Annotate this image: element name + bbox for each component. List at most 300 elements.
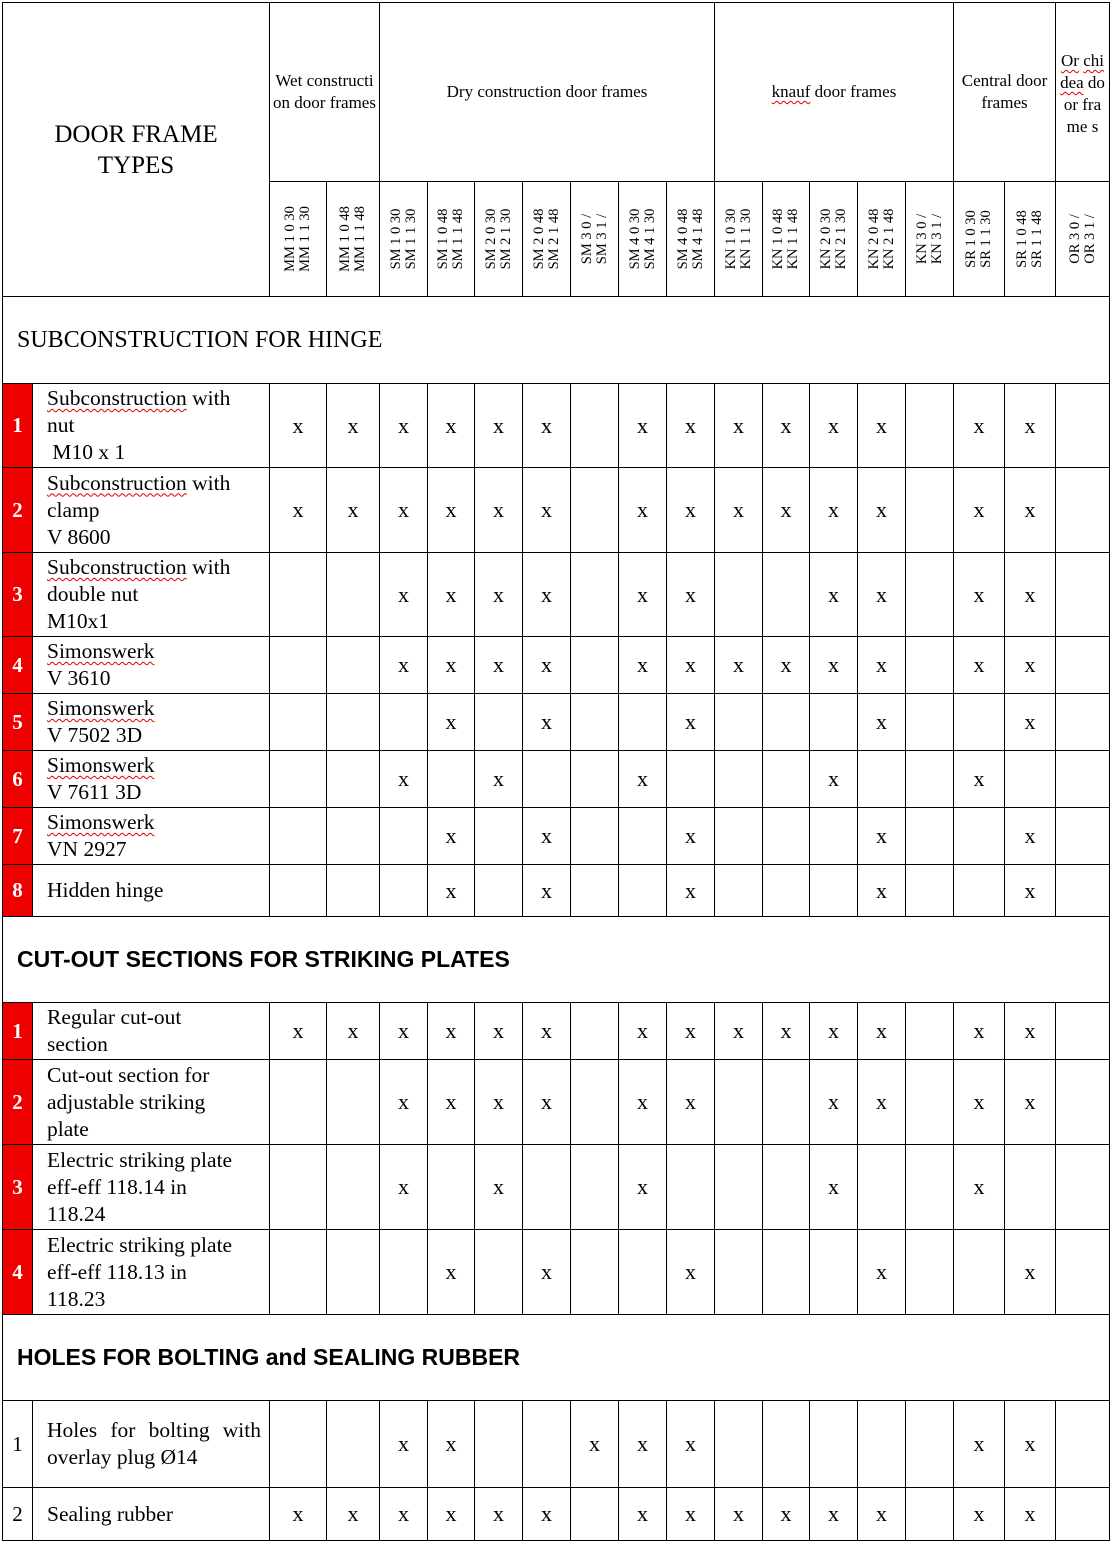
- x-mark: x: [714, 1487, 763, 1541]
- row-number: 6: [2, 750, 33, 808]
- x-mark: x: [1004, 864, 1056, 917]
- mark-cell: [714, 864, 763, 917]
- x-mark: x: [1004, 693, 1056, 751]
- x-mark: x: [618, 1144, 667, 1230]
- x-mark: x: [857, 807, 906, 865]
- mark-cell: [269, 552, 327, 637]
- row-number: 7: [2, 807, 33, 865]
- mark-cell: [905, 1059, 954, 1145]
- column-code-line: SM 3 1 /: [593, 213, 610, 265]
- x-mark: x: [474, 1487, 523, 1541]
- mark-cell: [570, 1229, 619, 1315]
- mark-cell: [953, 864, 1005, 917]
- x-mark: x: [379, 1002, 428, 1060]
- mark-cell: [1055, 1229, 1110, 1315]
- column-code-line: KN 3 1 /: [928, 213, 945, 265]
- mark-cell: [427, 1144, 475, 1230]
- mark-cell: [905, 1400, 954, 1488]
- row-label: [32, 383, 270, 468]
- x-mark: x: [379, 1400, 428, 1488]
- mark-cell: [905, 807, 954, 865]
- column-group-header: [1055, 2, 1110, 182]
- column-group-label: knauf door frames: [771, 82, 897, 101]
- column-code-line: SM 1 0 30: [387, 208, 404, 270]
- row-label-line: [47, 638, 155, 665]
- x-mark: x: [809, 383, 858, 468]
- column-code-label: [1015, 210, 1045, 268]
- x-mark: x: [326, 1002, 380, 1060]
- mark-cell: [269, 636, 327, 694]
- x-mark: x: [666, 693, 715, 751]
- column-code-header: [762, 181, 810, 297]
- x-mark: x: [953, 1059, 1005, 1145]
- x-mark: x: [762, 467, 810, 553]
- mark-cell: [570, 750, 619, 808]
- x-mark: x: [427, 1002, 475, 1060]
- column-code-line: SM 4 0 30: [626, 208, 643, 270]
- column-code-label: [964, 210, 994, 268]
- mark-cell: [618, 693, 667, 751]
- column-code-line: KN 1 0 48: [770, 208, 786, 270]
- column-code-line: SM 2 0 30: [482, 208, 499, 270]
- mark-cell: [905, 693, 954, 751]
- row-label-text: [47, 752, 155, 806]
- column-code-label: [532, 209, 562, 270]
- x-mark: x: [857, 693, 906, 751]
- mark-cell: [326, 552, 380, 637]
- row-label-line: section: [47, 1032, 108, 1056]
- x-mark: x: [427, 1400, 475, 1488]
- x-mark: x: [379, 552, 428, 637]
- x-mark: x: [522, 1059, 571, 1145]
- mark-cell: [1055, 1487, 1110, 1541]
- x-mark: x: [427, 1229, 475, 1315]
- x-mark: x: [953, 1144, 1005, 1230]
- spelling-underline: knauf: [771, 82, 811, 101]
- mark-cell: [379, 1229, 428, 1315]
- mark-cell: [379, 864, 428, 917]
- mark-cell: [1055, 864, 1110, 917]
- row-label-line: double nut: [47, 582, 139, 606]
- mark-cell: [326, 807, 380, 865]
- mark-cell: [666, 1144, 715, 1230]
- spelling-underline: Subconstruction: [47, 555, 187, 579]
- x-mark: x: [953, 750, 1005, 808]
- row-label: [32, 1487, 270, 1541]
- row-label-line: 118.23: [47, 1286, 106, 1311]
- mark-cell: [905, 467, 954, 553]
- mark-cell: [570, 1059, 619, 1145]
- x-mark: x: [1004, 807, 1056, 865]
- mark-cell: [618, 807, 667, 865]
- row-label-text: [47, 877, 163, 904]
- row-label-line: Electric striking plate: [47, 1232, 233, 1257]
- row-label-line: M10x1: [47, 609, 110, 633]
- row-label-text: [47, 1062, 209, 1143]
- column-code-label: [389, 209, 419, 270]
- row-label: [32, 1229, 270, 1315]
- mark-cell: [905, 552, 954, 637]
- x-mark: x: [809, 467, 858, 553]
- mark-cell: [570, 1144, 619, 1230]
- mark-cell: [1055, 383, 1110, 468]
- row-label-line: clamp: [47, 497, 100, 522]
- x-mark: x: [474, 383, 523, 468]
- mark-cell: [269, 1400, 327, 1488]
- column-code-header: [474, 181, 523, 297]
- mark-cell: [714, 552, 763, 637]
- x-mark: x: [1004, 1002, 1056, 1060]
- spelling-underline: Simonswerk: [47, 639, 155, 663]
- x-mark: x: [522, 807, 571, 865]
- column-group-header: [269, 2, 380, 182]
- column-group-header: [953, 2, 1056, 182]
- mark-cell: [857, 1400, 906, 1488]
- x-mark: x: [570, 1400, 619, 1488]
- column-code-line: KN 2 0 30: [817, 208, 834, 270]
- mark-cell: [809, 807, 858, 865]
- x-mark: x: [857, 864, 906, 917]
- x-mark: x: [1004, 467, 1056, 553]
- column-code-label: [1068, 214, 1098, 264]
- mark-cell: [474, 864, 523, 917]
- mark-cell: [714, 750, 763, 808]
- column-code-line: KN 3 0 /: [913, 213, 930, 265]
- spelling-underline: chi: [1083, 51, 1104, 70]
- x-mark: x: [427, 552, 475, 637]
- x-mark: x: [857, 383, 906, 468]
- mark-cell: [953, 1229, 1005, 1315]
- x-mark: x: [857, 1487, 906, 1541]
- mark-cell: [570, 552, 619, 637]
- mark-cell: [905, 636, 954, 694]
- mark-cell: [905, 1229, 954, 1315]
- mark-cell: [953, 693, 1005, 751]
- x-mark: x: [1004, 1400, 1056, 1488]
- x-mark: x: [522, 1229, 571, 1315]
- column-code-header: [326, 181, 380, 297]
- x-mark: x: [379, 383, 428, 468]
- mark-cell: [762, 552, 810, 637]
- row-label-line: 118.24: [47, 1201, 106, 1226]
- x-mark: x: [857, 552, 906, 637]
- column-code-line: SR 1 0 30: [963, 210, 979, 268]
- x-mark: x: [1004, 1059, 1056, 1145]
- x-mark: x: [809, 1059, 858, 1145]
- mark-cell: [474, 807, 523, 865]
- row-number: 4: [2, 1229, 33, 1315]
- mark-cell: [714, 807, 763, 865]
- section-heading: HOLES FOR BOLTING and SEALING RUBBER: [2, 1314, 1110, 1401]
- row-label-line: V 8600: [47, 524, 111, 549]
- mark-cell: [570, 1487, 619, 1541]
- row-label: [32, 1144, 270, 1230]
- mark-cell: [618, 1229, 667, 1315]
- row-label: [32, 750, 270, 808]
- mark-cell: [857, 750, 906, 808]
- x-mark: x: [857, 467, 906, 553]
- mark-cell: [326, 1229, 380, 1315]
- mark-cell: [809, 864, 858, 917]
- mark-cell: [326, 636, 380, 694]
- column-code-line: SM 3 0 /: [578, 213, 595, 265]
- x-mark: x: [522, 636, 571, 694]
- spelling-underline: Subconstruction: [47, 386, 187, 410]
- column-code-line: SM 1 1 48: [450, 208, 466, 270]
- x-mark: x: [522, 864, 571, 917]
- column-code-line: SM 1 1 30: [402, 208, 419, 270]
- section-heading: CUT-OUT SECTIONS FOR STRIKING PLATES: [2, 916, 1110, 1003]
- column-code-header: [666, 181, 715, 297]
- x-mark: x: [618, 750, 667, 808]
- column-code-line: MM 1 0 48: [337, 206, 353, 272]
- mark-cell: [570, 467, 619, 553]
- row-label-line: nut: [47, 413, 75, 437]
- mark-cell: [905, 864, 954, 917]
- x-mark: x: [474, 1002, 523, 1060]
- row-label-line: adjustable striking: [47, 1089, 206, 1114]
- row-label-line: [47, 752, 155, 779]
- mark-cell: [762, 1144, 810, 1230]
- x-mark: x: [666, 864, 715, 917]
- column-code-line: KN 2 0 48: [865, 208, 882, 270]
- mark-cell: [326, 1059, 380, 1145]
- column-code-line: SR 1 1 48: [1029, 210, 1045, 268]
- row-label: [32, 552, 270, 637]
- mark-cell: [326, 1144, 380, 1230]
- mark-cell: [1055, 1400, 1110, 1488]
- column-code-line: SM 2 1 30: [497, 208, 514, 270]
- x-mark: x: [762, 1487, 810, 1541]
- x-mark: x: [953, 552, 1005, 637]
- x-mark: x: [269, 467, 327, 553]
- column-code-line: KN 1 1 48: [785, 208, 801, 270]
- mark-cell: [905, 1002, 954, 1060]
- x-mark: x: [522, 383, 571, 468]
- x-mark: x: [522, 1487, 571, 1541]
- x-mark: x: [379, 1487, 428, 1541]
- x-mark: x: [269, 1002, 327, 1060]
- x-mark: x: [474, 750, 523, 808]
- mark-cell: [1055, 807, 1110, 865]
- spelling-underline: Subconstruction: [47, 470, 187, 495]
- column-code-line: KN 2 1 30: [832, 208, 849, 270]
- mark-cell: [570, 693, 619, 751]
- spelling-underline: Simonswerk: [47, 696, 155, 720]
- x-mark: x: [953, 383, 1005, 468]
- column-code-header: [1004, 181, 1056, 297]
- row-label-line: eff-eff 118.14 in: [47, 1174, 187, 1199]
- x-mark: x: [269, 1487, 327, 1541]
- row-number: 5: [2, 693, 33, 751]
- x-mark: x: [809, 552, 858, 637]
- column-code-line: SM 1 0 48: [435, 208, 451, 270]
- row-label-line: V 3610: [47, 666, 111, 690]
- mark-cell: [953, 807, 1005, 865]
- row-label-line: VN 2927: [47, 837, 127, 861]
- mark-cell: [809, 693, 858, 751]
- column-code-line: SM 4 1 48: [689, 208, 706, 270]
- column-code-header: [379, 181, 428, 297]
- x-mark: x: [857, 1002, 906, 1060]
- x-mark: x: [1004, 1487, 1056, 1541]
- x-mark: x: [809, 1002, 858, 1060]
- row-label: [32, 864, 270, 917]
- table-title-text: DOOR FRAME TYPES: [54, 120, 218, 179]
- row-number: 1: [2, 1400, 33, 1488]
- mark-cell: [905, 1487, 954, 1541]
- column-code-line: KN 1 0 30: [722, 208, 739, 270]
- x-mark: x: [522, 693, 571, 751]
- mark-cell: [762, 1059, 810, 1145]
- x-mark: x: [809, 1144, 858, 1230]
- column-code-line: SM 4 1 30: [641, 208, 658, 270]
- x-mark: x: [953, 1487, 1005, 1541]
- x-mark: x: [714, 636, 763, 694]
- row-label: [32, 467, 270, 553]
- row-number: 1: [2, 383, 33, 468]
- mark-cell: [1055, 1002, 1110, 1060]
- mark-cell: [326, 1400, 380, 1488]
- row-label-line: Regular cut-out: [47, 1005, 182, 1029]
- x-mark: x: [714, 467, 763, 553]
- x-mark: x: [666, 1002, 715, 1060]
- x-mark: x: [666, 1400, 715, 1488]
- column-code-label: [628, 209, 658, 270]
- column-code-label: [283, 206, 313, 272]
- row-number: 8: [2, 864, 33, 917]
- mark-cell: [714, 1144, 763, 1230]
- row-label: [32, 1002, 270, 1060]
- mark-cell: [809, 1229, 858, 1315]
- column-code-line: SM 4 0 48: [674, 208, 691, 270]
- mark-cell: [522, 1144, 571, 1230]
- x-mark: x: [427, 864, 475, 917]
- mark-cell: [1004, 1144, 1056, 1230]
- row-label-text: [47, 809, 155, 863]
- mark-cell: [762, 807, 810, 865]
- x-mark: x: [427, 467, 475, 553]
- mark-cell: [762, 750, 810, 808]
- spelling-underline: dea: [1060, 73, 1084, 92]
- mark-cell: [1004, 750, 1056, 808]
- x-mark: x: [427, 1487, 475, 1541]
- mark-cell: [762, 1229, 810, 1315]
- mark-cell: [905, 750, 954, 808]
- column-code-line: SR 1 0 48: [1014, 210, 1030, 268]
- mark-cell: [379, 807, 428, 865]
- x-mark: x: [379, 467, 428, 553]
- mark-cell: [326, 693, 380, 751]
- row-label-text: [47, 1147, 232, 1228]
- column-code-line: MM 1 1 48: [352, 206, 368, 272]
- row-label: [32, 636, 270, 694]
- mark-cell: [570, 807, 619, 865]
- row-label-line: Subconstruction with: [47, 555, 231, 579]
- x-mark: x: [666, 807, 715, 865]
- column-code-line: SR 1 1 30: [978, 210, 994, 268]
- column-code-header: [618, 181, 667, 297]
- mark-cell: [809, 1400, 858, 1488]
- row-label-line: Sealing rubber: [47, 1501, 173, 1526]
- x-mark: x: [326, 467, 380, 553]
- mark-cell: [857, 1144, 906, 1230]
- row-label-text: [47, 1501, 173, 1528]
- x-mark: x: [326, 383, 380, 468]
- spelling-underline: Simonswerk: [47, 810, 155, 834]
- mark-cell: [714, 1400, 763, 1488]
- column-group-header: [379, 2, 715, 182]
- column-code-header: [714, 181, 763, 297]
- column-code-header: [522, 181, 571, 297]
- mark-cell: [474, 1229, 523, 1315]
- x-mark: x: [379, 636, 428, 694]
- column-code-header: [269, 181, 327, 297]
- mark-cell: [427, 750, 475, 808]
- column-code-line: MM 1 0 30: [282, 206, 298, 272]
- row-number: 2: [2, 1487, 33, 1541]
- x-mark: x: [474, 636, 523, 694]
- x-mark: x: [474, 1144, 523, 1230]
- mark-cell: [1055, 1059, 1110, 1145]
- x-mark: x: [427, 1059, 475, 1145]
- mark-cell: [474, 1400, 523, 1488]
- column-code-line: SM 2 0 48: [530, 208, 547, 270]
- x-mark: x: [857, 636, 906, 694]
- mark-cell: [762, 693, 810, 751]
- mark-cell: [522, 1400, 571, 1488]
- x-mark: x: [474, 467, 523, 553]
- mark-cell: [269, 864, 327, 917]
- x-mark: x: [269, 383, 327, 468]
- mark-cell: [714, 1229, 763, 1315]
- x-mark: x: [379, 750, 428, 808]
- x-mark: x: [618, 552, 667, 637]
- row-number: 3: [2, 1144, 33, 1230]
- column-code-line: MM 1 1 30: [297, 206, 313, 272]
- mark-cell: [905, 383, 954, 468]
- mark-cell: [905, 1144, 954, 1230]
- column-group-label: Dry construction door frames: [446, 82, 648, 101]
- mark-cell: [1055, 467, 1110, 553]
- column-code-header: [1055, 181, 1110, 297]
- x-mark: x: [618, 1059, 667, 1145]
- column-group-label: Or chi dea do or fra me s: [1060, 51, 1105, 136]
- x-mark: x: [1004, 1229, 1056, 1315]
- mark-cell: [269, 750, 327, 808]
- column-code-header: [905, 181, 954, 297]
- x-mark: x: [809, 636, 858, 694]
- x-mark: x: [1004, 552, 1056, 637]
- x-mark: x: [618, 1002, 667, 1060]
- row-label-line: Hidden hinge: [47, 878, 164, 902]
- row-label-text: [47, 1232, 232, 1313]
- row-number: 3: [2, 552, 33, 637]
- row-label-line: Holes for bolting with overlay plug Ø14: [47, 1418, 262, 1469]
- x-mark: x: [326, 1487, 380, 1541]
- column-code-line: OR 3 0 /: [1066, 214, 1083, 264]
- mark-cell: [474, 693, 523, 751]
- row-number: 1: [2, 1002, 33, 1060]
- x-mark: x: [522, 467, 571, 553]
- row-label-line: M10 x 1: [52, 440, 126, 464]
- mark-cell: [522, 750, 571, 808]
- x-mark: x: [427, 636, 475, 694]
- mark-cell: [379, 693, 428, 751]
- mark-cell: [570, 636, 619, 694]
- column-code-line: OR 3 1 /: [1081, 214, 1098, 264]
- x-mark: x: [618, 467, 667, 553]
